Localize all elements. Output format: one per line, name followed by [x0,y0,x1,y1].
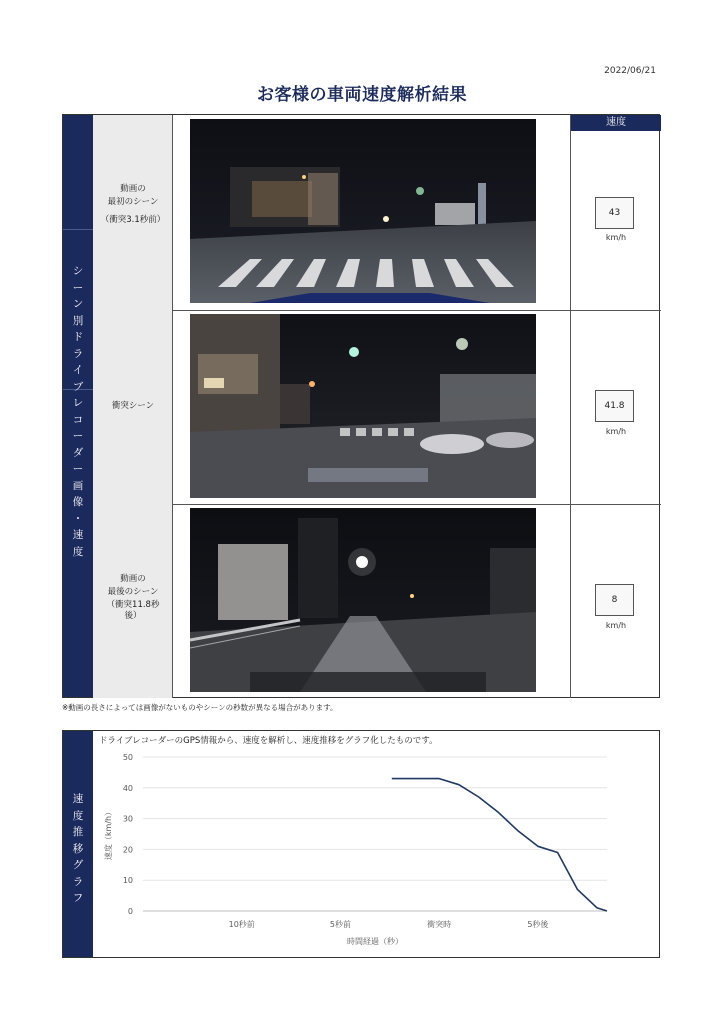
scene-image-cell [173,310,571,504]
y-tick-label: 10 [122,876,133,886]
scene-row-last [93,504,661,698]
scene-side-label-char: 画 [72,479,84,492]
graph-side-label-char: 推 [72,826,84,838]
graph-section [62,730,660,958]
graph-side-label-char: グ [72,859,84,871]
speed-value-box: 41.8 [595,390,634,422]
scene-label-cell [93,310,173,504]
plot-area [143,757,607,911]
scene-side-label-char: シ [72,265,84,277]
graph-side-label-char: 速 [72,793,84,805]
x-tick-label: 10秒前 [228,920,255,929]
scene-side-label-char: ー [72,281,84,294]
graph-side-label-char: フ [72,892,84,904]
report-date: 2022/06/21 [604,66,656,76]
scene-side-label-char: イ [72,364,84,376]
x-axis-label: 時間経過（秒） [347,937,403,946]
speed-value-box: 8 [595,584,634,616]
page-title: お客様の車両速度解析結果 [257,85,467,105]
scene-label-line: 最初のシーン [107,197,159,207]
scene-image-cell [173,504,571,698]
scene-side-label-char: ン [72,298,84,310]
scene-side-label-char: 別 [72,314,84,327]
scene-side-label-char: ー [72,463,84,475]
scene-label-line: （衝突3.1秒前） [100,215,166,225]
speed-unit: km/h [605,427,627,436]
scene-image-cell [173,115,571,310]
scene-label-line: 動画の [120,574,146,584]
y-axis-label: 速度（km/h） [104,807,113,861]
y-tick-label: 20 [122,845,133,855]
dashcam-photo-last [190,508,536,692]
dashcam-photo-collision [190,314,536,498]
speed-column-header: 速度 [571,115,661,131]
speed-value-box: 43 [595,197,634,229]
scene-side-label-char: ラ [72,347,84,360]
speed-cell [571,310,661,504]
scene-side-label-char: ・ [72,512,84,525]
scene-side-label-char: コ [72,413,84,426]
x-tick-label: 5秒後 [527,920,549,929]
scene-side-label [63,263,93,560]
dashcam-photo-first [190,119,536,303]
speed-unit: km/h [605,621,627,630]
x-tick-label: 5秒前 [329,920,351,929]
speed-unit: km/h [605,233,627,242]
scene-side-label-char: レ [72,397,84,409]
scene-label-line: 動画の [120,184,146,194]
graph-side-header [63,731,93,957]
scene-side-label-char: ド [72,331,84,343]
footnote: ※動画の長さによっては画像がないものやシーンの秒数が異なる場合があります。 [62,703,338,712]
y-tick-label: 50 [122,753,133,762]
scene-side-label-char: ダ [72,446,84,459]
scene-label-line: 衝突シーン [111,401,155,411]
scene-label-line: 後） [124,611,142,621]
scene-side-label-char: ー [72,430,84,442]
y-tick-label: 40 [122,783,133,793]
x-tick-label: 衝突時 [427,920,452,929]
graph-side-label-char: ラ [72,875,84,888]
y-tick-label: 30 [122,814,133,824]
speed-cell [571,504,661,698]
speed-chart [93,745,659,957]
graph-side-label-char: 移 [72,842,84,855]
scene-side-header [63,115,93,697]
scene-label-line: （衝突11.8秒 [106,600,160,610]
scene-label-cell [93,504,173,698]
graph-description: ドライブレコーダーのGPS情報から、速度を解析し、速度推移をグラフ化したものです。 [99,736,438,746]
y-tick-label: 0 [127,907,133,916]
scene-label-line: 最後のシーン [107,587,159,597]
scene-side-label-char: 度 [72,545,84,558]
scene-row-first [93,115,661,310]
scene-side-label-char: 像 [72,496,84,508]
speed-cell [571,115,661,310]
scene-label-cell [93,115,173,310]
scene-table [62,114,660,698]
scene-row-collision [93,310,661,504]
graph-side-label-char: 度 [72,809,84,822]
graph-side-label [63,791,93,907]
scene-side-label-char: 速 [72,529,84,541]
scene-side-label-char: ブ [72,380,84,393]
